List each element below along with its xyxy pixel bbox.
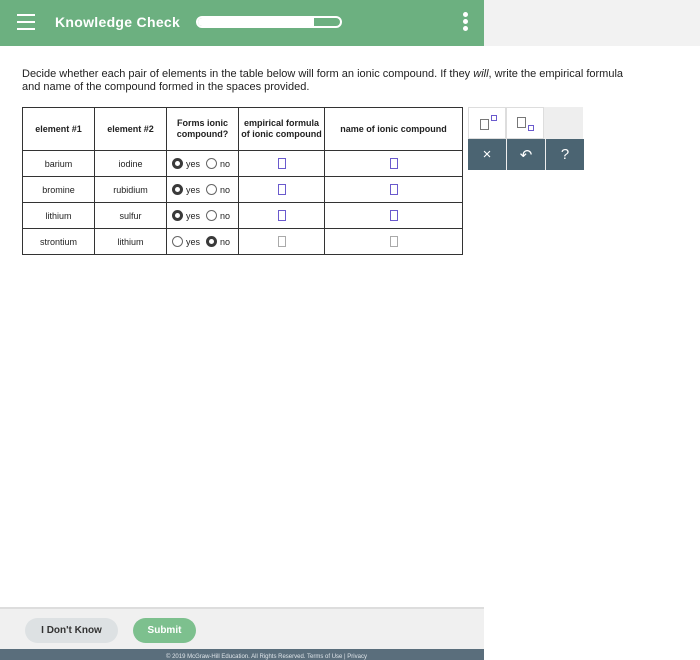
more-options-icon[interactable] xyxy=(460,12,470,34)
table-row xyxy=(23,151,463,177)
cell-empirical-formula xyxy=(239,177,325,203)
cell-compound-name xyxy=(325,203,463,229)
header-empirical-formula: empirical formula of ionic compound xyxy=(239,108,325,151)
forms-ionic-radio-group xyxy=(167,210,238,221)
cell-element-1: bromine xyxy=(23,177,95,203)
yes-label: yes xyxy=(185,158,200,169)
forms-ionic-radio-group xyxy=(167,184,238,195)
no-radio[interactable] xyxy=(206,236,217,247)
table-row xyxy=(23,229,463,255)
no-label: no xyxy=(220,184,231,195)
table-header-row xyxy=(23,108,463,151)
forms-ionic-radio-group xyxy=(167,236,238,247)
no-label: no xyxy=(220,158,231,169)
cell-element-2: rubidium xyxy=(95,177,167,203)
name-answer-box[interactable] xyxy=(390,184,398,195)
cell-element-2: sulfur xyxy=(95,203,167,229)
cell-empirical-formula xyxy=(239,229,325,255)
progress-fill xyxy=(198,18,314,26)
yes-radio[interactable] xyxy=(172,158,183,169)
cell-element-1: barium xyxy=(23,151,95,177)
question-text-after: , write the empirical formula and name of the compound formed in the spaces provided. xyxy=(22,68,624,93)
formula-answer-box[interactable] xyxy=(278,236,286,247)
undo-button[interactable] xyxy=(507,139,545,170)
question-text xyxy=(22,68,632,94)
yes-label: yes xyxy=(185,184,200,195)
yes-radio[interactable] xyxy=(172,236,183,247)
question-text-before: Decide whether each pair of elements in the table below will form an ionic compound. If they xyxy=(22,68,474,80)
forms-ionic-radio-group xyxy=(167,158,238,169)
question-emphasis: will xyxy=(473,68,489,80)
table-row xyxy=(23,177,463,203)
name-answer-box[interactable] xyxy=(390,210,398,221)
help-button[interactable] xyxy=(546,139,584,170)
progress-bar xyxy=(196,16,342,28)
cell-element-2: iodine xyxy=(95,151,167,177)
cell-compound-name xyxy=(325,151,463,177)
formula-answer-box[interactable] xyxy=(278,158,286,169)
name-answer-box[interactable] xyxy=(390,158,398,169)
header-element-2: element #2 xyxy=(95,108,167,151)
top-bar xyxy=(0,0,484,46)
cell-forms-ionic xyxy=(167,203,239,229)
subscript-index-icon xyxy=(528,125,534,131)
yes-label: yes xyxy=(185,210,200,221)
superscript-exponent-icon xyxy=(491,115,497,121)
no-label: no xyxy=(220,236,231,247)
name-answer-box[interactable] xyxy=(390,236,398,247)
yes-radio[interactable] xyxy=(172,184,183,195)
undo-icon: ↶ xyxy=(519,146,533,164)
superscript-button[interactable] xyxy=(468,107,506,139)
no-radio[interactable] xyxy=(206,184,217,195)
hamburger-menu-icon[interactable] xyxy=(17,14,35,30)
no-label: no xyxy=(220,210,231,221)
subscript-button[interactable] xyxy=(506,107,544,139)
subscript-base-icon xyxy=(517,117,526,128)
top-right-strip xyxy=(484,0,700,46)
cell-forms-ionic xyxy=(167,151,239,177)
formula-answer-box[interactable] xyxy=(278,184,286,195)
close-icon: × xyxy=(482,146,492,163)
cell-element-1: lithium xyxy=(23,203,95,229)
cell-element-1: strontium xyxy=(23,229,95,255)
cell-forms-ionic xyxy=(167,177,239,203)
answer-tool-palette xyxy=(468,107,583,170)
elements-table xyxy=(22,107,463,255)
copyright-text: © 2019 McGraw-Hill Education. All Rights Reserved. Terms of Use | Privacy xyxy=(166,654,367,660)
header-forms-ionic: Forms ionic compound? xyxy=(167,108,239,151)
help-icon: ? xyxy=(560,146,570,163)
cell-compound-name xyxy=(325,177,463,203)
yes-radio[interactable] xyxy=(172,210,183,221)
cell-empirical-formula xyxy=(239,203,325,229)
dont-know-button[interactable]: I Don't Know xyxy=(25,618,118,643)
cell-forms-ionic xyxy=(167,229,239,255)
no-radio[interactable] xyxy=(206,158,217,169)
formula-answer-box[interactable] xyxy=(278,210,286,221)
cell-element-2: lithium xyxy=(95,229,167,255)
cell-compound-name xyxy=(325,229,463,255)
app-title: Knowledge Check xyxy=(55,14,181,30)
header-element-1: element #1 xyxy=(23,108,95,151)
table-row xyxy=(23,203,463,229)
yes-label: yes xyxy=(185,236,200,247)
header-compound-name: name of ionic compound xyxy=(325,108,463,151)
superscript-base-icon xyxy=(480,119,489,130)
no-radio[interactable] xyxy=(206,210,217,221)
cell-empirical-formula xyxy=(239,151,325,177)
submit-button[interactable]: Submit xyxy=(133,618,196,643)
clear-button[interactable] xyxy=(468,139,506,170)
